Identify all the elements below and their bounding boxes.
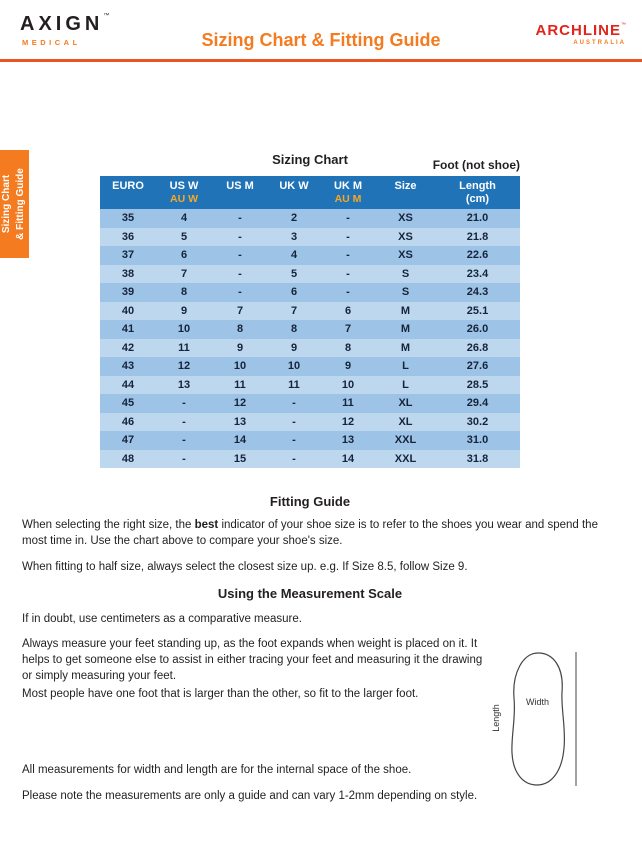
table-cell: 39 xyxy=(100,283,156,302)
col-us-w: US W AU W xyxy=(156,176,212,209)
table-cell: 10 xyxy=(320,376,376,395)
foot-outline-illustration xyxy=(490,648,598,790)
table-cell: 40 xyxy=(100,302,156,321)
fitting-guide-paragraph-1 xyxy=(22,517,623,549)
table-cell: 30.2 xyxy=(435,413,520,432)
table-cell: 45 xyxy=(100,394,156,413)
table-cell: - xyxy=(156,394,212,413)
table-cell: 27.6 xyxy=(435,357,520,376)
table-cell: XS xyxy=(376,209,435,228)
table-cell: - xyxy=(212,246,268,265)
table-cell: 7 xyxy=(212,302,268,321)
table-row xyxy=(100,265,520,284)
table-cell: 10 xyxy=(156,320,212,339)
table-cell: 38 xyxy=(100,265,156,284)
table-cell: 28.5 xyxy=(435,376,520,395)
table-cell: XL xyxy=(376,394,435,413)
table-cell: - xyxy=(212,209,268,228)
table-cell: - xyxy=(212,228,268,247)
table-cell: 44 xyxy=(100,376,156,395)
table-cell: 26.0 xyxy=(435,320,520,339)
sizing-table-body xyxy=(100,209,520,468)
table-cell: 9 xyxy=(156,302,212,321)
table-cell: 46 xyxy=(100,413,156,432)
table-cell: 48 xyxy=(100,450,156,469)
table-cell: L xyxy=(376,376,435,395)
table-row xyxy=(100,228,520,247)
table-cell: 5 xyxy=(156,228,212,247)
col-au-m: AU M xyxy=(334,193,362,205)
table-cell: - xyxy=(212,283,268,302)
table-cell: XS xyxy=(376,228,435,247)
table-header-row xyxy=(100,176,520,209)
fitting-guide-heading: Fitting Guide xyxy=(269,494,351,509)
side-tab-line1: Sizing Chart xyxy=(1,174,12,234)
table-cell: - xyxy=(320,209,376,228)
table-row xyxy=(100,450,520,469)
col-uk-m: UK M AU M xyxy=(320,176,376,209)
table-cell: L xyxy=(376,357,435,376)
table-row xyxy=(100,246,520,265)
table-cell: 43 xyxy=(100,357,156,376)
sizing-chart-heading: Sizing Chart xyxy=(272,152,348,167)
table-row xyxy=(100,376,520,395)
table-cell: 35 xyxy=(100,209,156,228)
table-cell: 11 xyxy=(320,394,376,413)
table-cell: 31.8 xyxy=(435,450,520,469)
archline-logo xyxy=(536,22,627,46)
table-row xyxy=(100,209,520,228)
fitting-guide-paragraph-2: When fitting to half size, always select the closest size up. e.g. If Size 8.5, follow Size 9. xyxy=(22,561,468,573)
table-cell: 11 xyxy=(156,339,212,358)
table-cell: 13 xyxy=(320,431,376,450)
axign-logo-text: AXIGN xyxy=(20,13,104,35)
table-cell: 42 xyxy=(100,339,156,358)
table-cell: 4 xyxy=(268,246,320,265)
width-label: Width xyxy=(526,697,550,707)
table-cell: 10 xyxy=(268,357,320,376)
table-cell: 37 xyxy=(100,246,156,265)
table-cell: M xyxy=(376,320,435,339)
col-length-unit: (cm) xyxy=(465,193,490,205)
measurement-paragraph-4: All measurements for width and length are for the internal space of the shoe. xyxy=(22,764,412,776)
table-cell: 22.6 xyxy=(435,246,520,265)
table-cell: 8 xyxy=(156,283,212,302)
axign-logo-tagline: MEDICAL xyxy=(22,38,81,47)
measurement-paragraph-1: If in doubt, use centimeters as a comparative measure. xyxy=(22,613,302,625)
table-cell: 9 xyxy=(212,339,268,358)
table-cell: 4 xyxy=(156,209,212,228)
table-cell: 11 xyxy=(268,376,320,395)
table-cell: S xyxy=(376,283,435,302)
table-cell: 6 xyxy=(268,283,320,302)
table-cell: 13 xyxy=(212,413,268,432)
table-cell: 14 xyxy=(212,431,268,450)
table-cell: - xyxy=(320,228,376,247)
table-cell: - xyxy=(156,431,212,450)
table-cell: - xyxy=(320,283,376,302)
sizing-table xyxy=(100,176,520,468)
table-cell: 14 xyxy=(320,450,376,469)
table-row xyxy=(100,302,520,321)
table-cell: 8 xyxy=(320,339,376,358)
page-title-text: Sizing Chart & Fitting Guide xyxy=(201,30,441,50)
table-cell: 8 xyxy=(268,320,320,339)
table-cell: - xyxy=(320,265,376,284)
table-cell: - xyxy=(268,394,320,413)
table-cell: 12 xyxy=(320,413,376,432)
table-cell: 7 xyxy=(320,320,376,339)
table-cell: M xyxy=(376,339,435,358)
table-cell: 29.4 xyxy=(435,394,520,413)
table-row xyxy=(100,339,520,358)
header xyxy=(0,0,642,62)
col-length: Length (cm) xyxy=(435,176,520,209)
table-cell: 15 xyxy=(212,450,268,469)
table-row xyxy=(100,320,520,339)
table-cell: - xyxy=(212,265,268,284)
fg-p1-a: When selecting the right size, the xyxy=(22,519,195,531)
table-cell: 13 xyxy=(156,376,212,395)
foot-not-shoe-label: Foot (not shoe) xyxy=(432,158,520,172)
foot-measurement-diagram xyxy=(490,648,598,790)
table-cell: 21.0 xyxy=(435,209,520,228)
fg-p1-bold: best xyxy=(194,519,219,531)
table-cell: S xyxy=(376,265,435,284)
table-cell: 36 xyxy=(100,228,156,247)
table-cell: 47 xyxy=(100,431,156,450)
table-cell: 25.1 xyxy=(435,302,520,321)
table-cell: - xyxy=(156,413,212,432)
table-cell: 26.8 xyxy=(435,339,520,358)
table-cell: 31.0 xyxy=(435,431,520,450)
table-cell: 6 xyxy=(156,246,212,265)
table-row xyxy=(100,357,520,376)
table-cell: 9 xyxy=(268,339,320,358)
table-cell: 11 xyxy=(212,376,268,395)
col-us-m: US M xyxy=(212,176,268,209)
col-size: Size xyxy=(376,176,435,209)
table-cell: - xyxy=(268,413,320,432)
table-cell: 12 xyxy=(156,357,212,376)
archline-logo-tagline: AUSTRALIA xyxy=(573,40,626,46)
table-row xyxy=(100,283,520,302)
table-cell: 10 xyxy=(212,357,268,376)
trademark-symbol: ™ xyxy=(621,22,626,28)
table-row xyxy=(100,394,520,413)
table-cell: 41 xyxy=(100,320,156,339)
table-cell: 8 xyxy=(212,320,268,339)
table-cell: - xyxy=(268,450,320,469)
table-cell: 24.3 xyxy=(435,283,520,302)
table-cell: 3 xyxy=(268,228,320,247)
side-tab-label xyxy=(0,150,29,258)
side-tab xyxy=(0,150,29,258)
table-cell: 5 xyxy=(268,265,320,284)
table-cell: 9 xyxy=(320,357,376,376)
table-cell: - xyxy=(156,450,212,469)
table-row xyxy=(100,413,520,432)
foot-outline xyxy=(512,653,565,785)
measurement-paragraph-2: Always measure your feet standing up, as the foot expands when weight is placed on it. It helps to get someone else to assist in either tracing your feet and measuring it the drawing or simply measuring your feet. xyxy=(22,638,483,683)
table-cell: XS xyxy=(376,246,435,265)
archline-logo-text: ARCHLINE xyxy=(535,22,621,39)
table-cell: 21.8 xyxy=(435,228,520,247)
table-cell: 7 xyxy=(156,265,212,284)
col-euro: EURO xyxy=(100,176,156,209)
table-row xyxy=(100,431,520,450)
table-cell: XXL xyxy=(376,450,435,469)
fg-p1-b: indicator of your shoe size is to refer to the shoes you wear and spend the most time in. Use the chart above to compare your shoe's size. xyxy=(22,519,598,548)
table-cell: - xyxy=(320,246,376,265)
table-cell: 23.4 xyxy=(435,265,520,284)
table-cell: 7 xyxy=(268,302,320,321)
side-tab-line2: & Fitting Guide xyxy=(15,168,26,240)
col-au-w: AU W xyxy=(170,193,198,205)
table-cell: - xyxy=(268,431,320,450)
table-cell: XXL xyxy=(376,431,435,450)
measurement-paragraph-5: Please note the measurements are only a guide and can vary 1-2mm depending on style. xyxy=(22,790,478,802)
table-cell: 12 xyxy=(212,394,268,413)
table-cell: M xyxy=(376,302,435,321)
table-cell: XL xyxy=(376,413,435,432)
col-uk-w: UK W xyxy=(268,176,320,209)
table-cell: 6 xyxy=(320,302,376,321)
measurement-paragraph-3: Most people have one foot that is larger than the other, so fit to the larger foot. xyxy=(22,688,419,700)
table-cell: 2 xyxy=(268,209,320,228)
trademark-symbol: ™ xyxy=(103,13,110,19)
length-label: Length xyxy=(491,704,501,732)
measurement-heading: Using the Measurement Scale xyxy=(217,586,403,601)
